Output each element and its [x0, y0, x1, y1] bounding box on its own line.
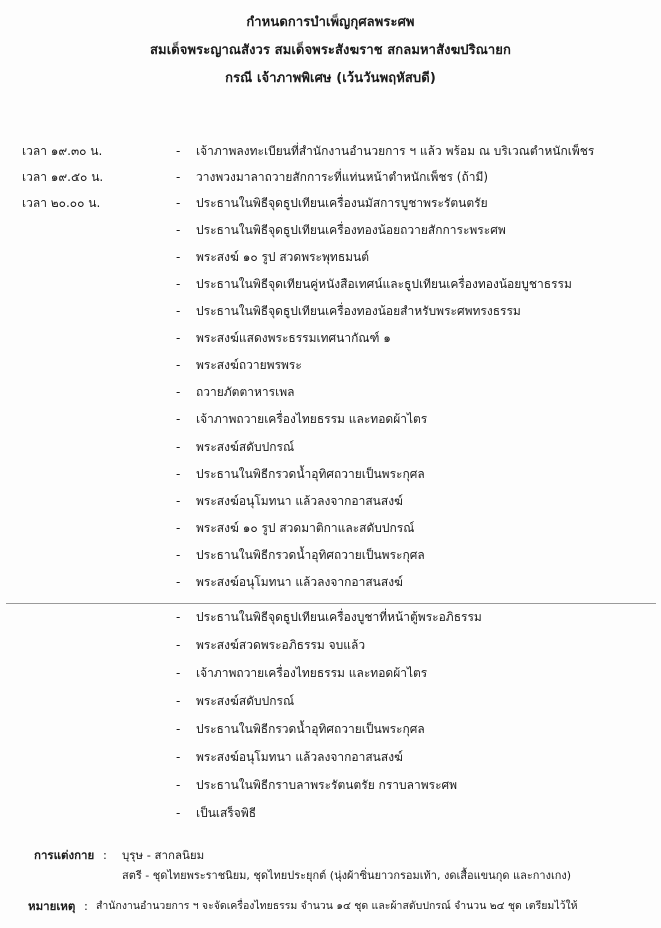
schedule-dash: - — [176, 196, 181, 210]
schedule-item — [0, 354, 661, 376]
schedule-item — [0, 774, 661, 796]
schedule-text: ประธานในพิธีกรวดน้ำอุทิศถวายเป็นพระกุศล — [196, 548, 425, 562]
schedule-text: พระสงฆ์แสดงพระธรรมเทศนากัณฑ์ ๑ — [196, 331, 391, 345]
note-text: สำนักงานอำนวยการ ฯ จะจัดเครื่องไทยธรรม จำนวน ๑๔ ชุด และผ้าสดับปกรณ์ จำนวน ๒๔ ชุด เตรียมไว้ให้ — [96, 900, 578, 912]
schedule-text: พระสงฆ์อนุโมทนา แล้วลงจากอาสนสงฆ์ — [196, 494, 403, 508]
schedule-text: เจ้าภาพถวายเครื่องไทยธรรม และทอดผ้าไตร — [196, 666, 428, 680]
dress-code-colon: : — [103, 848, 107, 862]
schedule-text: เป็นเสร็จพิธี — [196, 806, 257, 820]
schedule-dash: - — [176, 638, 181, 652]
schedule-item — [0, 690, 661, 712]
schedule-dash: - — [176, 412, 181, 426]
schedule-item — [0, 490, 661, 512]
note-colon: : — [84, 899, 88, 913]
schedule-dash: - — [176, 494, 181, 508]
schedule-text: ประธานในพิธีจุดธูปเทียนเครื่องบูชาที่หน้าตู้พระอภิธรรม — [196, 610, 482, 624]
schedule-dash: - — [176, 440, 181, 454]
schedule-text: พระสงฆ์ถวายพรพระ — [196, 358, 302, 372]
schedule-text: วางพวงมาลาถวายสักการะที่แท่นหน้าตำหนักเพ็ชร (ถ้ามี) — [196, 170, 489, 184]
schedule-item — [0, 662, 661, 684]
schedule-item — [0, 544, 661, 566]
schedule-item — [0, 408, 661, 430]
schedule-item — [0, 140, 661, 162]
document-title: กำหนดการบำเพ็ญกุศลพระศพ — [246, 15, 415, 30]
schedule-text: ประธานในพิธีจุดธูปเทียนเครื่องนมัสการบูชาพระรัตนตรัย — [196, 196, 488, 210]
schedule-dash: - — [176, 467, 181, 481]
schedule-text: ประธานในพิธีกรวดน้ำอุทิศถวายเป็นพระกุศล — [196, 722, 425, 736]
schedule-dash: - — [176, 750, 181, 764]
schedule-item — [0, 606, 661, 628]
schedule-dash: - — [176, 144, 181, 158]
schedule-item — [0, 802, 661, 824]
schedule-dash: - — [176, 610, 181, 624]
schedule-item — [0, 463, 661, 485]
schedule-item — [0, 436, 661, 458]
schedule-text: ประธานในพิธีจุดธูปเทียนเครื่องทองน้อยสำหรับพระศพทรงธรรม — [196, 304, 521, 318]
schedule-item — [0, 219, 661, 241]
schedule-item — [0, 273, 661, 295]
dress-code-men: บุรุษ - สากลนิยม — [122, 848, 205, 862]
schedule-text: พระสงฆ์สดับปกรณ์ — [196, 694, 295, 708]
schedule-dash: - — [176, 250, 181, 264]
schedule-text: พระสงฆ์ ๑๐ รูป สวดพระพุทธมนต์ — [196, 250, 370, 264]
note-label: หมายเหตุ — [28, 899, 76, 913]
schedule-text: เจ้าภาพลงทะเบียนที่สำนักงานอำนวยการ ฯ แล้ว พร้อม ณ บริเวณตำหนักเพ็ชร — [196, 144, 595, 158]
schedule-dash: - — [176, 385, 181, 399]
schedule-time: เวลา ๒๐.๐๐ น. — [22, 196, 101, 210]
schedule-dash: - — [176, 778, 181, 792]
schedule-dash: - — [176, 223, 181, 237]
schedule-dash: - — [176, 304, 181, 318]
schedule-text: พระสงฆ์อนุโมทนา แล้วลงจากอาสนสงฆ์ — [196, 575, 403, 589]
schedule-dash: - — [176, 722, 181, 736]
dress-code-women: สตรี - ชุดไทยพระราชนิยม, ชุดไทยประยุกต์ (นุ่งผ้าซิ่นยาวกรอมเท้า, งดเสื้อแขนกุด และกางเกง) — [122, 869, 572, 882]
schedule-text: ประธานในพิธีกราบลาพระรัตนตรัย กราบลาพระศพ — [196, 778, 458, 792]
document-subtitle: สมเด็จพระญาณสังวร สมเด็จพระสังฆราช สกลมหาสังฆปริณายก — [150, 43, 511, 58]
schedule-item — [0, 571, 661, 593]
schedule-text: พระสงฆ์ ๑๐ รูป สวดมาติกาและสดับปกรณ์ — [196, 521, 415, 535]
schedule-time: เวลา ๑๙.๕๐ น. — [22, 170, 104, 184]
schedule-dash: - — [176, 170, 181, 184]
schedule-dash: - — [176, 521, 181, 535]
schedule-text: พระสงฆ์สดับปกรณ์ — [196, 440, 295, 454]
dress-code-label: การแต่งกาย — [34, 848, 95, 862]
schedule-dash: - — [176, 694, 181, 708]
schedule-text: ถวายภัตตาหารเพล — [196, 385, 295, 399]
schedule-dash: - — [176, 331, 181, 345]
schedule-text: ประธานในพิธีจุดธูปเทียนเครื่องทองน้อยถวายสักการะพระศพ — [196, 223, 506, 237]
schedule-text: ประธานในพิธีกรวดน้ำอุทิศถวายเป็นพระกุศล — [196, 467, 425, 481]
schedule-item — [0, 166, 661, 188]
schedule-dash: - — [176, 575, 181, 589]
schedule-item — [0, 634, 661, 656]
schedule-item — [0, 381, 661, 403]
schedule-dash: - — [176, 277, 181, 291]
schedule-text: พระสงฆ์อนุโมทนา แล้วลงจากอาสนสงฆ์ — [196, 750, 403, 764]
schedule-item — [0, 746, 661, 768]
schedule-item — [0, 246, 661, 268]
schedule-item — [0, 300, 661, 322]
schedule-item — [0, 718, 661, 740]
document-case-line: กรณี เจ้าภาพพิเศษ (เว้นวันพฤหัสบดี) — [225, 71, 436, 86]
schedule-item — [0, 517, 661, 539]
schedule-text: พระสงฆ์สวดพระอภิธรรม จบแล้ว — [196, 638, 366, 652]
schedule-dash: - — [176, 548, 181, 562]
schedule-item — [0, 192, 661, 214]
schedule-time: เวลา ๑๙.๓๐ น. — [22, 144, 103, 158]
schedule-dash: - — [176, 806, 181, 820]
schedule-dash: - — [176, 358, 181, 372]
divider-line — [6, 603, 656, 604]
schedule-text: เจ้าภาพถวายเครื่องไทยธรรม และทอดผ้าไตร — [196, 412, 428, 426]
schedule-item — [0, 327, 661, 349]
schedule-text: ประธานในพิธีจุดเทียนคู่หนังสือเทศน์และธูปเทียนเครื่องทองน้อยบูชาธรรม — [196, 277, 572, 291]
schedule-dash: - — [176, 666, 181, 680]
